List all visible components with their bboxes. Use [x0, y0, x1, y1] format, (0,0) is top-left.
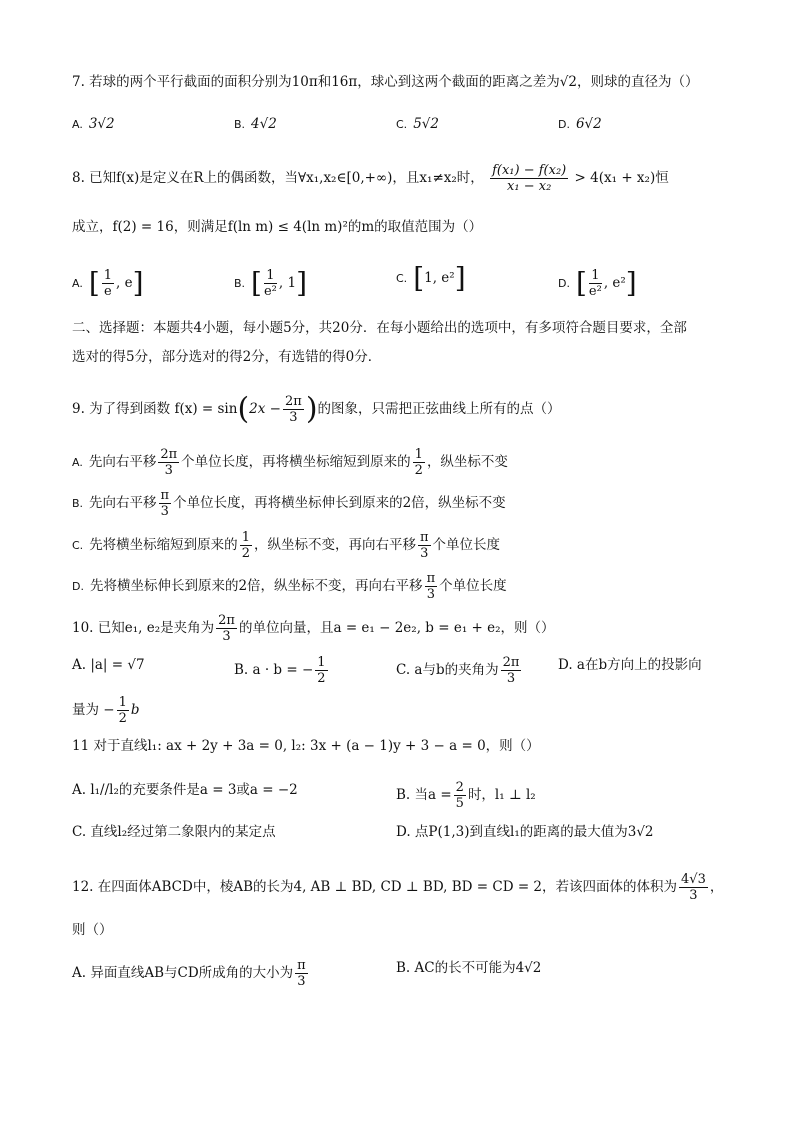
q11-option-d: D. 点P(1,3)到直线l₁的距离的最大值为3√2 — [396, 824, 654, 840]
q12-stem-line2: 则（） — [72, 922, 113, 938]
q11-stem: 11 对于直线l₁: ax + 2y + 3a = 0, l₂: 3x + (a − 1)y + 3 − a = 0，则（） — [72, 738, 540, 754]
q8-fraction: $\frac{\text{f(x₁) − f(x₂)}}{\text{x₁ − x₂}}$ — [492, 163, 567, 194]
q11-option-c: C. 直线l₂经过第二象限内的某定点 — [72, 824, 276, 840]
q11-option-b: B. 当a = $\frac{2}{5}$ 时，l₁ ⊥ l₂ — [396, 780, 536, 811]
q7-option-a: A. 3√2 — [72, 116, 115, 132]
q7-option-d: D. 6√2 — [558, 116, 602, 132]
q8-stem-line2: 成立，f(2) = 16，则满足f(ln m) ≤ 4(ln m)²的m的取值范围为（） — [72, 219, 483, 235]
q9-option-b: B. 先向右平移 $\frac{\pi}{3}$ 个单位长度，再将横坐标伸长到原来的2倍，纵坐标不变 — [72, 488, 506, 519]
q12-option-b: B. AC的长不可能为4√2 — [396, 960, 542, 976]
q8-option-a: A. [ $\frac{1}{e}$ , e] — [72, 266, 144, 300]
q12-stem: 12. 在四面体ABCD中，棱AB的长为4, AB ⊥ BD, CD ⊥ BD, BD = CD = 2，若该四面体的体积为 $\frac{4√3}{3}$ ， — [72, 872, 724, 903]
q11-option-a: A. l₁//l₂的充要条件是a = 3或a = −2 — [72, 782, 298, 798]
q10-option-a: A. |a| = √7 — [72, 657, 145, 673]
q10-option-d-cont: 量为 − $\frac{1}{2}$ b — [72, 695, 140, 726]
q10-option-d: D. a在b方向上的投影向 — [558, 657, 702, 673]
q9-option-a: A. 先向右平移 $\frac{2\pi}{3}$ 个单位长度，再将横坐标缩短到原来的 $\frac{1}{2}$ ，纵坐标不变 — [72, 447, 508, 478]
q9-stem: 9. 为了得到函数 f(x) = sin(2x − $\frac{2\pi}{3}$ )的图象，只需把正弦曲线上所有的点（） — [72, 391, 561, 427]
q7-option-b: B. 4√2 — [234, 116, 277, 132]
q8-stem-line1: 8. 已知f(x)是定义在R上的偶函数，当∀x₁,x₂∈[0,+∞)，且x₁≠x₂时， $\frac{\text{f(x₁) − f(x₂)}}{\text{x₁ − x₂}}$ > 4(x₁ + x₂)恒 — [72, 163, 669, 194]
q10-stem: 10. 已知e₁, e₂是夹角为 $\frac{2\pi}{3}$ 的单位向量，且a = e₁ − 2e₂, b = e₁ + e₂，则（） — [72, 613, 555, 644]
section2-line2: 选对的得5分，部分选对的得2分，有选错的得0分． — [72, 349, 382, 365]
q8-option-c: C. [1, e²] — [396, 261, 466, 295]
q7-stem: 7. 若球的两个平行截面的面积分别为10π和16π，球心到这两个截面的距离之差为√2，则球的直径为（） — [72, 74, 699, 90]
q10-option-c: C. a与b的夹角为 $\frac{2\pi}{3}$ — [396, 655, 520, 686]
q8-option-b: B. [ $\frac{1}{\text{e²}}$ , 1] — [234, 266, 307, 300]
q9-option-c: C. 先将横坐标缩短到原来的 $\frac{1}{2}$ ，纵坐标不变，再向右平移 $\frac{\pi}{3}$ 个单位长度 — [72, 530, 501, 561]
q9-option-d: D. 先将横坐标伸长到原来的2倍，纵坐标不变，再向右平移 $\frac{\pi}{3}$ 个单位长度 — [72, 571, 507, 602]
q8-option-d: D. [ $\frac{1}{\text{e²}}$ , e²] — [558, 266, 637, 300]
q10-option-b: B. a · b = − $\frac{1}{2}$ — [234, 655, 326, 686]
q12-option-a: A. 异面直线AB与CD所成角的大小为 $\frac{\pi}{3}$ — [72, 958, 306, 989]
section2-line1: 二、选择题：本题共4小题，每小题5分，共20分．在每小题给出的选项中，有多项符合题目要求，全部 — [72, 320, 687, 336]
q7-option-c: C. 5√2 — [396, 116, 439, 132]
